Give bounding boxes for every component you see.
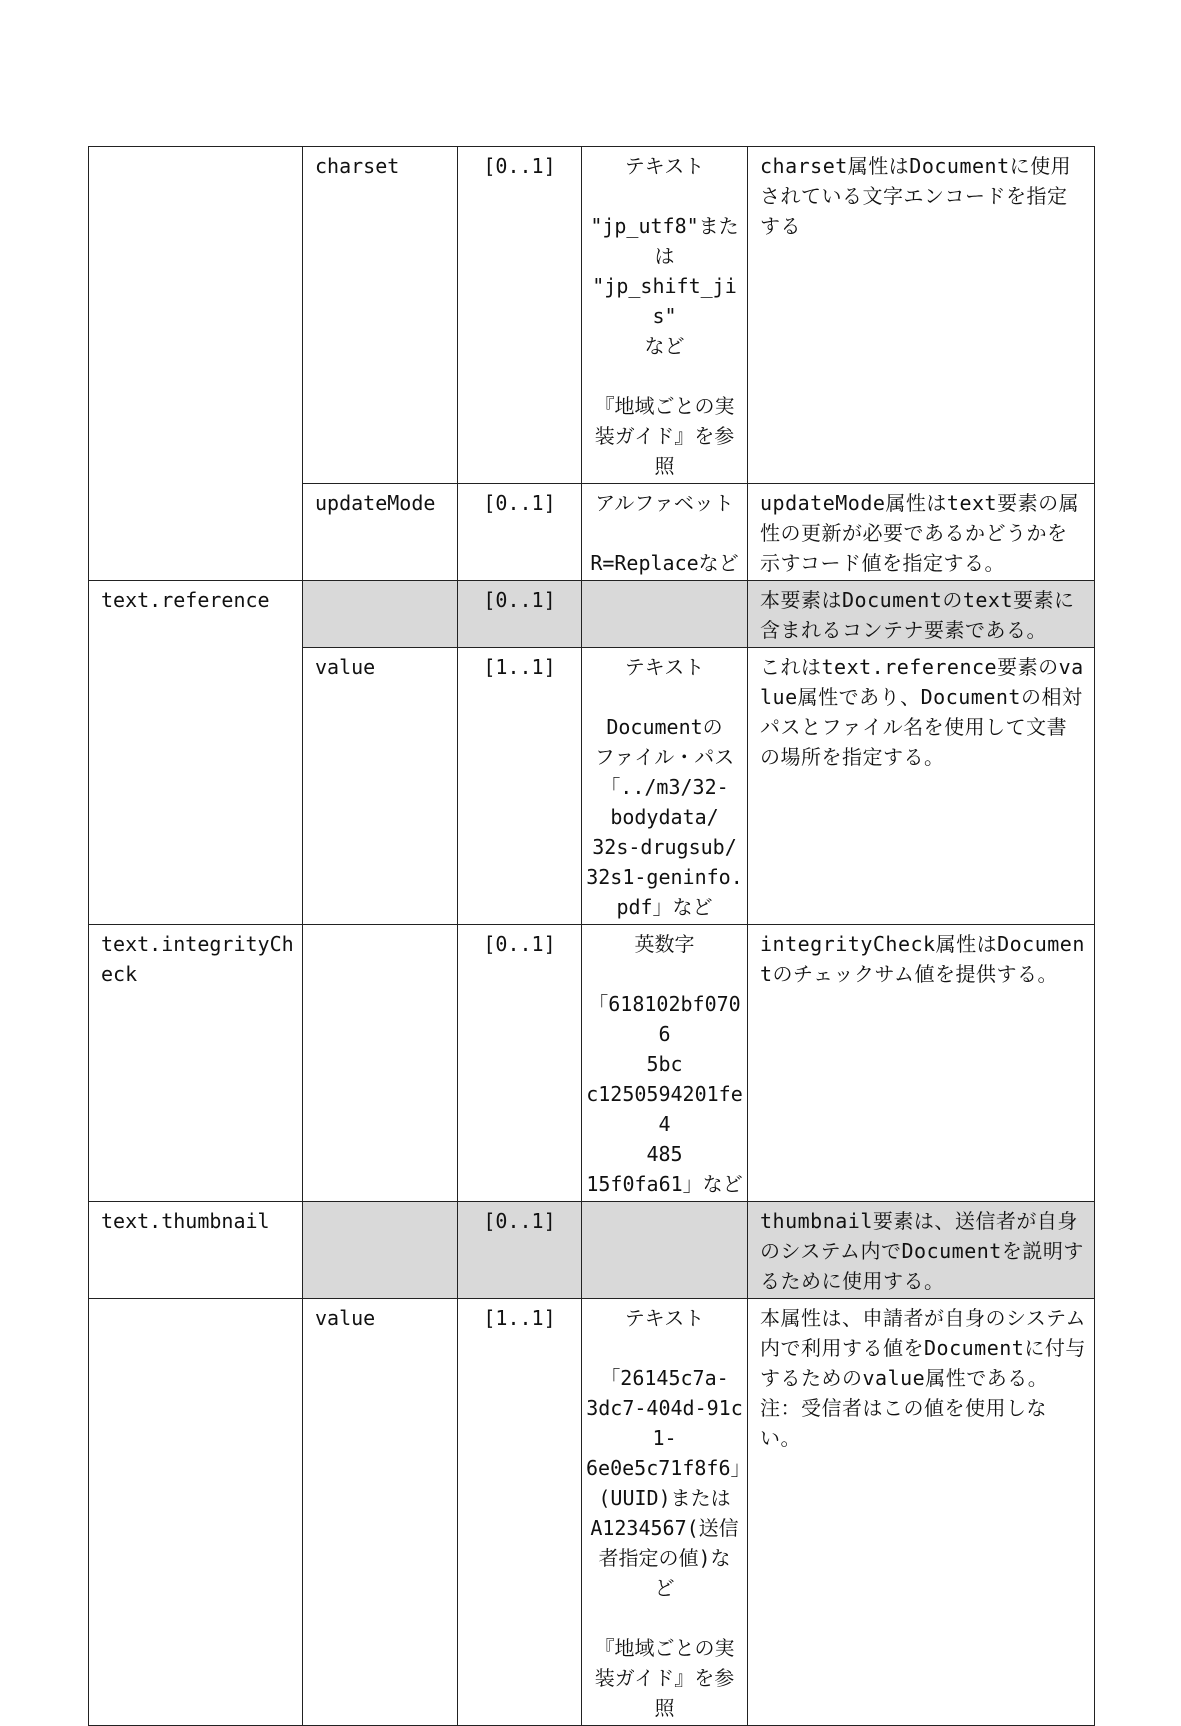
table-row <box>89 147 1095 484</box>
type-line: 32s-drugsub/ <box>592 835 737 859</box>
type-line: 「618102bf0706 <box>588 992 741 1046</box>
attribute-name-cell <box>303 1202 458 1299</box>
table-row <box>89 925 1095 1202</box>
type-line: bodydata/ <box>610 805 719 829</box>
cardinality-cell: [1..1] <box>458 648 582 925</box>
attribute-name-cell: updateMode <box>303 484 458 581</box>
type-line: R=Replaceなど <box>590 551 739 575</box>
type-line: 15f0fa61」など <box>586 1172 743 1196</box>
description-cell: integrityCheck属性はDocumentのチェックサム値を提供する。 <box>748 925 1095 1202</box>
element-name-cell <box>89 147 303 581</box>
cardinality-cell: [0..1] <box>458 147 582 484</box>
type-spacer <box>586 682 743 712</box>
type-line: 3dc7-404d-91c1- <box>586 1396 743 1450</box>
description-cell: updateMode属性はtext要素の属性の更新が必要であるかどうかを示すコード値を指定する。 <box>748 484 1095 581</box>
type-line: (UUID)または <box>598 1486 731 1510</box>
type-line: ファイル・パス <box>594 745 735 769</box>
data-type-cell <box>582 1202 748 1299</box>
description-cell: 本属性は、申請者が自身のシステム内で利用する値をDocumentに付与するためのvalue属性である。注：受信者はこの値を使用しない。 <box>748 1299 1095 1726</box>
table-row <box>89 1299 1095 1726</box>
cardinality-cell: [0..1] <box>458 1202 582 1299</box>
element-name-cell: text.integrityCheck <box>89 925 303 1202</box>
type-line: テキスト <box>624 655 705 679</box>
type-spacer <box>586 518 743 548</box>
cardinality-cell: [0..1] <box>458 925 582 1202</box>
attribute-name-cell <box>303 581 458 648</box>
specification-table <box>88 146 1095 1726</box>
element-name-cell: text.thumbnail <box>89 1202 303 1299</box>
type-line: アルファベット <box>595 491 734 515</box>
type-line: 装ガイド』を参 <box>594 1666 735 1690</box>
type-line: 6e0e5c71f8f6」 <box>586 1456 751 1480</box>
type-spacer <box>586 1603 743 1633</box>
type-line: テキスト <box>624 154 705 178</box>
attribute-name-cell: charset <box>303 147 458 484</box>
type-line: 照 <box>654 1696 675 1720</box>
data-type-cell <box>582 1299 751 1726</box>
cardinality-cell: [0..1] <box>458 581 582 648</box>
element-name-cell <box>89 1299 303 1726</box>
type-line: 32s1-geninfo. <box>586 865 743 889</box>
type-line: ど <box>654 1576 675 1600</box>
type-spacer <box>586 361 743 391</box>
type-line: pdf」など <box>616 895 713 919</box>
data-type-cell <box>582 581 748 648</box>
type-spacer <box>586 1333 743 1363</box>
type-line: 『地域ごとの実 <box>594 1636 735 1660</box>
type-spacer <box>586 959 743 989</box>
type-spacer <box>586 181 743 211</box>
data-type-cell <box>582 925 748 1202</box>
cardinality-cell: [0..1] <box>458 484 582 581</box>
element-name-cell: text.reference <box>89 581 303 925</box>
type-line: "jp_shift_jis" <box>592 274 737 328</box>
type-line: 「26145c7a- <box>600 1366 729 1390</box>
type-line: 装ガイド』を参 <box>594 424 735 448</box>
type-line: 者指定の値)な <box>598 1546 731 1570</box>
attribute-name-cell: value <box>303 1299 458 1726</box>
description-cell: 本要素はDocumentのtext要素に含まれるコンテナ要素である。 <box>748 581 1095 648</box>
data-type-cell <box>582 648 748 925</box>
type-line: 485 <box>646 1142 683 1166</box>
data-type-cell <box>582 484 748 581</box>
table-row <box>89 1202 1095 1299</box>
type-line: 『地域ごとの実 <box>594 394 735 418</box>
cardinality-cell: [1..1] <box>458 1299 582 1726</box>
description-cell: これはtext.reference要素のvalue属性であり、Documentの相対パスとファイル名を使用して文書の場所を指定する。 <box>748 648 1095 925</box>
type-line: A1234567(送信 <box>590 1516 739 1540</box>
attribute-name-cell: value <box>303 648 458 925</box>
description-cell: charset属性はDocumentに使用されている文字エンコードを指定する <box>748 147 1095 484</box>
type-line: c1250594201fe4 <box>586 1082 743 1136</box>
type-line: テキスト <box>624 1306 705 1330</box>
specification-table-body <box>89 147 1095 1726</box>
description-cell: thumbnail要素は、送信者が自身のシステム内でDocumentを説明するために使用する。 <box>748 1202 1095 1299</box>
type-line: Documentの <box>606 715 723 739</box>
type-line: など <box>644 334 685 358</box>
attribute-name-cell <box>303 925 458 1202</box>
type-line: 照 <box>654 454 675 478</box>
type-line: "jp_utf8"または <box>590 214 739 268</box>
type-line: 5bc <box>646 1052 683 1076</box>
type-line: 英数字 <box>634 932 695 956</box>
data-type-cell <box>582 147 748 484</box>
table-row <box>89 581 1095 648</box>
type-line: 「../m3/32- <box>600 775 729 799</box>
